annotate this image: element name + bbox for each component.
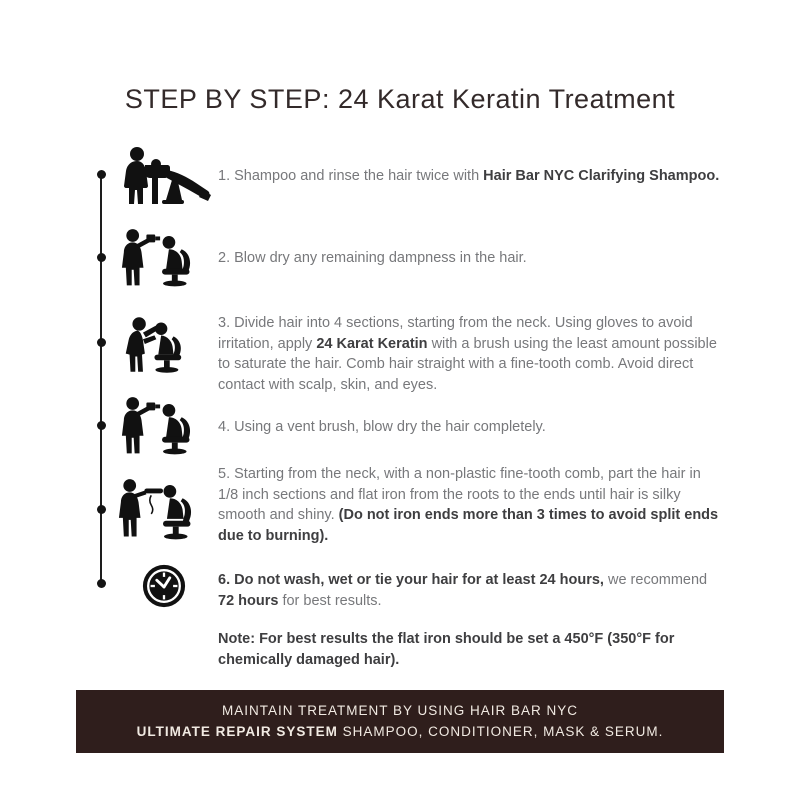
timeline-dot-2 xyxy=(97,253,106,262)
blow-dryer-icon xyxy=(118,228,212,288)
footer-line-1: MAINTAIN TREATMENT BY USING HAIR BAR NYC xyxy=(221,703,579,718)
keratin-application-icon xyxy=(120,312,208,378)
page-title: STEP BY STEP: 24 Karat Keratin Treatment xyxy=(124,84,676,114)
step-4-text: 4. Using a vent brush, blow dry the hair completely. xyxy=(218,419,546,435)
note-text: Note: For best results the flat iron should be set a 450°F (350°F for chemically damaged hair). xyxy=(218,631,675,668)
maintenance-footer-bar xyxy=(76,690,724,753)
step-5-text: 5. Starting from the neck, with a non-plastic fine-tooth comb, part the hair in 1/8 inch sections and flat iron from the roots to the ends until hair is silky smooth and shiny. (Do not iron ends more than 3 times to avoid split ends due to burning). xyxy=(218,466,719,544)
flat-iron-icon xyxy=(116,478,212,544)
step-3-text: 3. Divide hair into 4 sections, starting from the neck. Using gloves to avoid irritation, apply 24 Karat Keratin with a brush using the least amount possible to saturate the hair. Comb hair straight with a fine-tooth comb. Avoid direct contact with scalp, skin, and eyes. xyxy=(218,315,717,393)
clock-icon xyxy=(141,563,187,609)
step-1-text: 1. Shampoo and rinse the hair twice with Hair Bar NYC Clarifying Shampoo. xyxy=(218,168,720,184)
footer-line-2: ULTIMATE REPAIR SYSTEM SHAMPOO, CONDITIONER, MASK & SERUM. xyxy=(136,724,664,739)
timeline-rail xyxy=(100,174,102,583)
timeline-dot-3 xyxy=(97,338,106,347)
step-2-text: 2. Blow dry any remaining dampness in the hair. xyxy=(218,250,527,266)
step-6-text: 6. Do not wash, wet or tie your hair for at least 24 hours, we recommend 72 hours for best results. xyxy=(218,572,708,609)
timeline-dot-5 xyxy=(97,505,106,514)
vent-brush-blow-dry-icon xyxy=(118,396,212,456)
timeline-dot-6 xyxy=(97,579,106,588)
timeline-dot-4 xyxy=(97,421,106,430)
timeline-dot-1 xyxy=(97,170,106,179)
shampoo-wash-station-icon xyxy=(112,146,214,206)
